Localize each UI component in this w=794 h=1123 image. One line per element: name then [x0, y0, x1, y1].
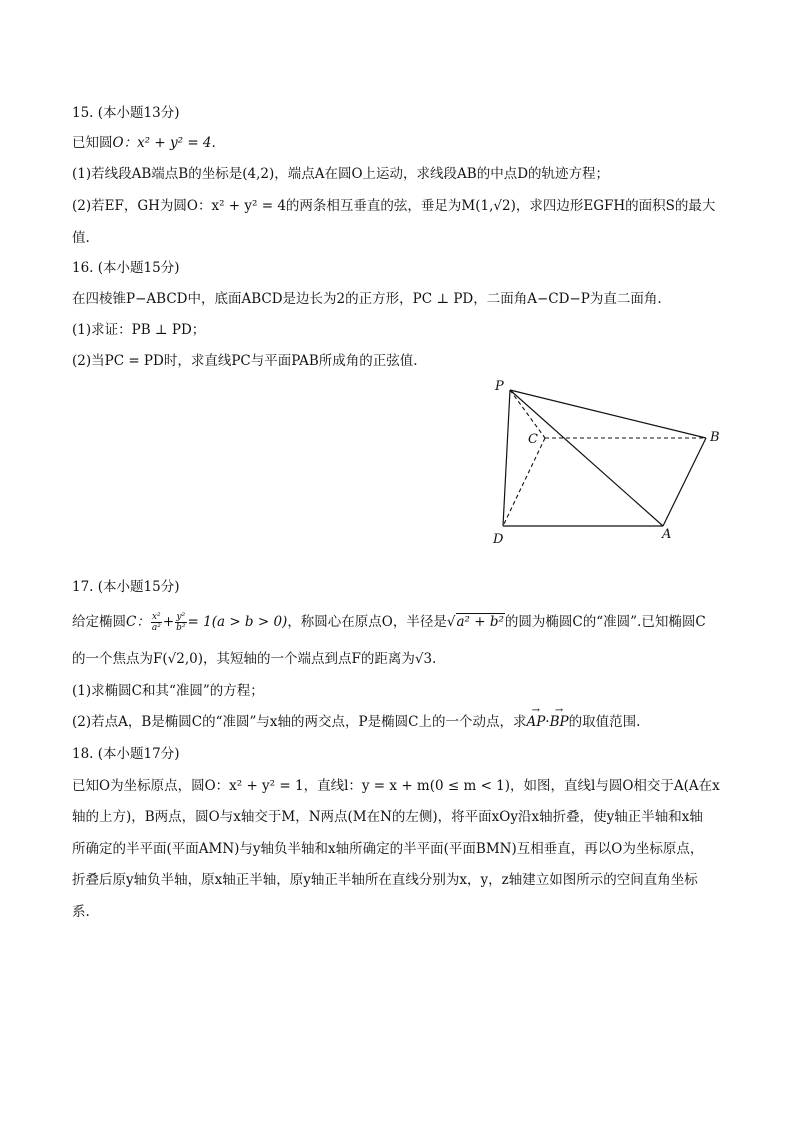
- q17-ellipse-name: C：: [126, 614, 150, 630]
- plus-sign: +: [162, 614, 175, 630]
- q17-part2: [72, 705, 641, 731]
- q16-stem: 在四棱锥P−ABCD中，底面ABCD是边长为2的正方形，PC ⊥ PD，二面角A−CD−P为直二面角.: [72, 291, 662, 307]
- q17-part2-prefix: (2)若点A，B是椭圆C的“准圆”与x轴的两交点，P是椭圆C上的一个动点，求: [72, 714, 527, 730]
- q17-header: 17. (本小题15分): [72, 579, 180, 595]
- q17-line1-mid: ，称圆心在原点O，半径是: [287, 614, 447, 630]
- vector-AP: → AP: [526, 705, 546, 730]
- fraction-x2-a2: $\frac{\text{x²}}{\text{a²}}$: [151, 612, 161, 633]
- q18-header: 18. (本小题17分): [72, 746, 180, 762]
- q17-line1: [72, 612, 706, 633]
- q16-part1: (1)求证：PB ⊥ PD；: [72, 322, 206, 338]
- q16-header: 16. (本小题15分): [72, 260, 180, 276]
- label-D: D: [493, 532, 504, 547]
- q15-part2-line1: (2)若EF，GH为圆O：x² + y² = 4的两条相互垂直的弦，垂足为M(1,√2)，求四边形EGFH的面积S的最大: [72, 198, 716, 214]
- q15-circle-equation: O：x² + y² = 4.: [112, 135, 216, 151]
- q18-line1: 已知O为坐标原点，圆O：x² + y² = 1，直线l：y = x + m(0 ≤ m < 1)，如图，直线l与圆O相交于A(A在x: [72, 778, 720, 794]
- q17-line1-prefix: 给定椭圆: [72, 614, 126, 630]
- edge-AB: [663, 438, 706, 526]
- edge-CD: [503, 438, 545, 526]
- q17-line2: 的一个焦点为F(√2,0)，其短轴的一个端点到点F的距离为√3.: [72, 651, 437, 667]
- q15-given-prefix: 已知圆: [72, 135, 113, 151]
- dot-operator: ·: [545, 714, 550, 730]
- vector-BP: → BP: [549, 705, 569, 730]
- q17-part1: (1)求椭圆C和其“准圆”的方程；: [72, 683, 264, 699]
- q18-line3: 所确定的半平面(平面AMN)与y轴负半轴和x轴所确定的半平面(平面BMN)互相垂直，再以O为坐标原点，: [72, 841, 704, 857]
- label-C: C: [528, 432, 538, 447]
- q15-header: 15. (本小题13分): [72, 105, 180, 121]
- q18-line2: 轴的上方)，B两点，圆O与x轴交于M，N两点(M在N的左侧)，将平面xOy沿x轴折叠，使y轴正半轴和x轴: [72, 809, 703, 825]
- q15-part1: (1)若线段AB端点B的坐标是(4,2)，端点A在圆O上运动，求线段AB的中点D的轨迹方程；: [72, 166, 610, 182]
- ellipse-condition: = 1(a > b > 0): [187, 614, 288, 630]
- q17-line1-suffix: 的圆为椭圆C的“准圆”.已知椭圆C: [504, 614, 706, 630]
- q18-line4: 折叠后原y轴负半轴，原x轴正半轴，原y轴正半轴所在直线分别为x，y，z轴建立如图所示的空间直角坐标: [72, 872, 698, 888]
- pyramid-figure: [480, 372, 730, 552]
- label-P: P: [495, 379, 504, 394]
- q17-part2-suffix: 的取值范围.: [568, 714, 641, 730]
- fraction-y2-b2: $\frac{\text{y²}}{\text{b²}}$: [176, 612, 186, 633]
- q15-given: [72, 134, 216, 152]
- q18-line5: 系.: [72, 904, 90, 920]
- edge-PA: [510, 390, 663, 526]
- sqrt-radius: √a² + b²: [446, 614, 504, 630]
- edge-PD: [503, 390, 510, 526]
- label-A: A: [662, 527, 672, 542]
- q15-part2-line2: 值.: [72, 230, 90, 246]
- q16-part2: (2)当PC = PD时，求直线PC与平面PAB所成角的正弦值.: [72, 353, 418, 369]
- label-B: B: [710, 430, 720, 445]
